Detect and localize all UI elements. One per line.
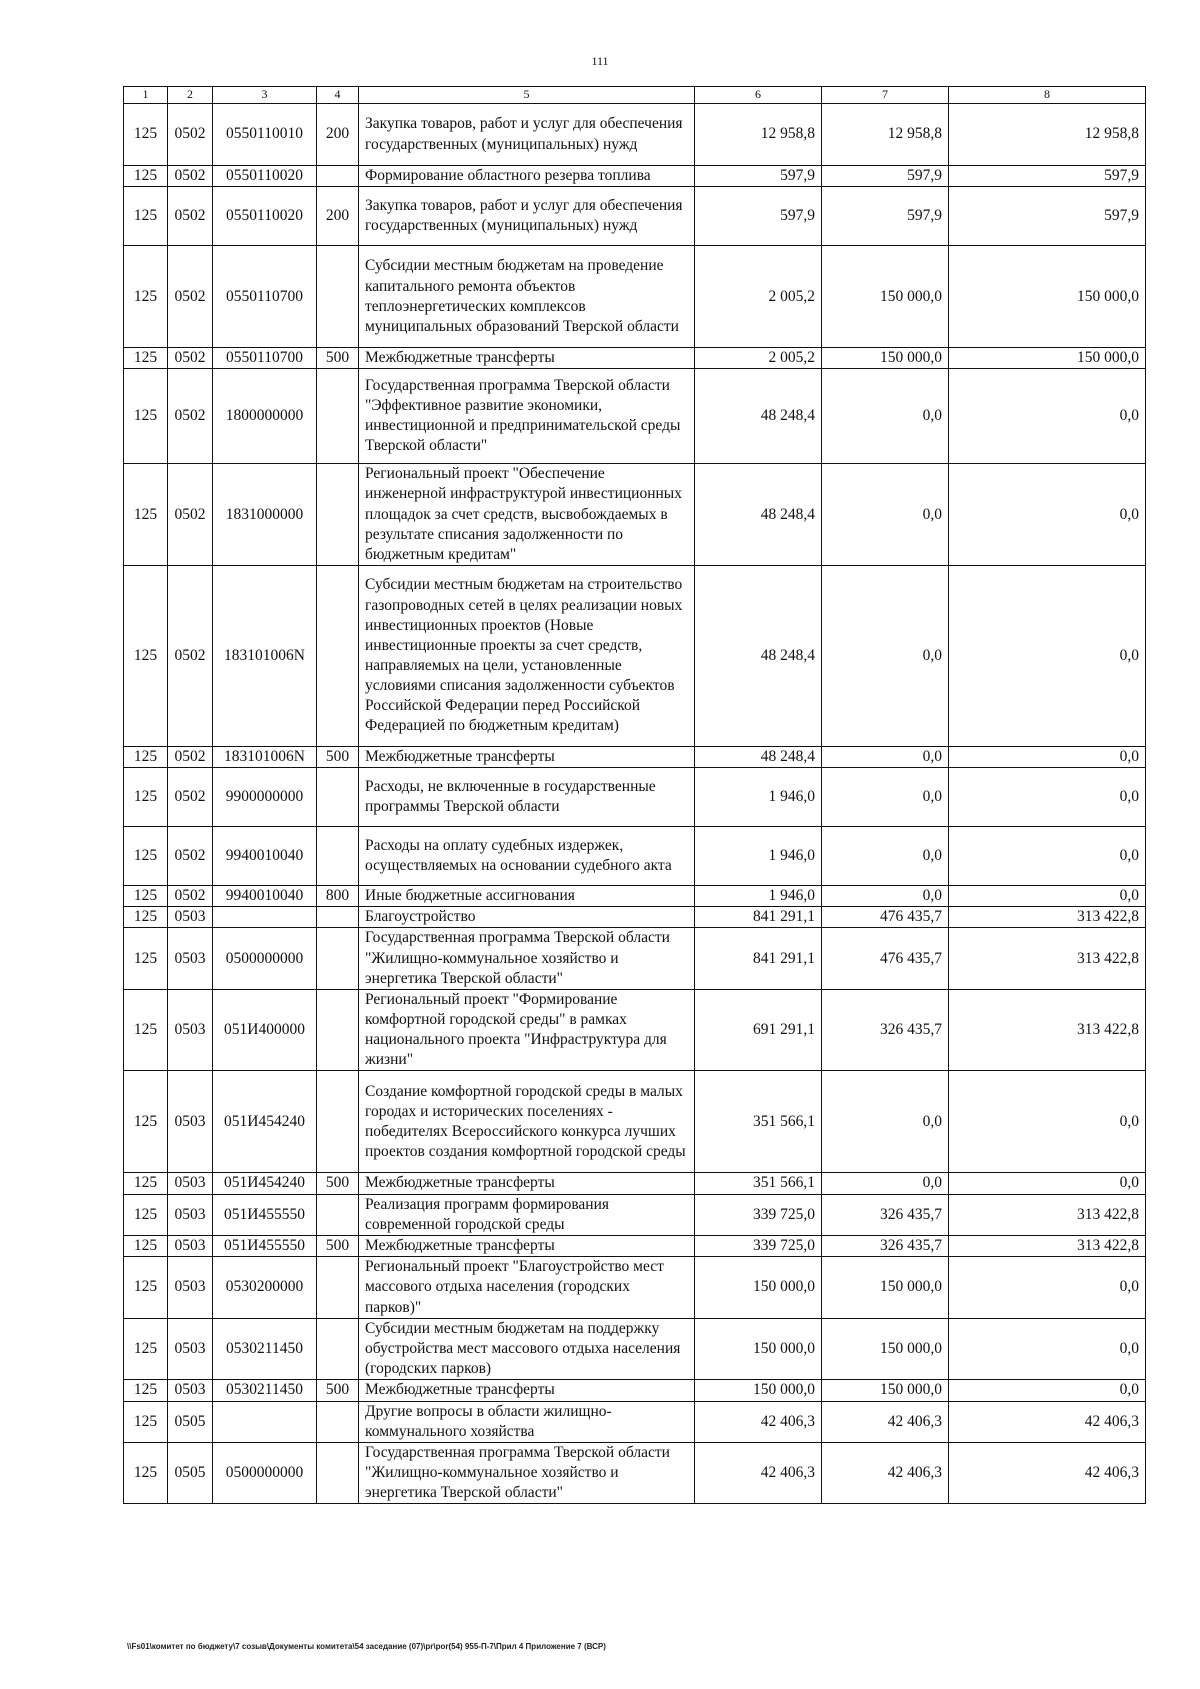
cell-target-code: 0530200000 bbox=[213, 1256, 317, 1318]
cell-admin-code: 125 bbox=[124, 989, 168, 1071]
cell-amount-col6: 42 406,3 bbox=[695, 1442, 822, 1503]
cell-amount-col8: 150 000,0 bbox=[949, 246, 1146, 348]
table-row bbox=[124, 246, 1146, 348]
cell-expense-type bbox=[317, 907, 359, 928]
cell-amount-col8: 150 000,0 bbox=[949, 348, 1146, 369]
cell-description: Другие вопросы в области жилищно-коммунального хозяйства bbox=[359, 1401, 695, 1442]
cell-admin-code: 125 bbox=[124, 104, 168, 166]
cell-amount-col6: 12 958,8 bbox=[695, 104, 822, 166]
cell-target-code: 0550110700 bbox=[213, 348, 317, 369]
cell-section-code: 0502 bbox=[168, 827, 213, 886]
cell-amount-col7: 150 000,0 bbox=[822, 1256, 949, 1318]
cell-section-code: 0502 bbox=[168, 166, 213, 187]
cell-admin-code: 125 bbox=[124, 768, 168, 827]
cell-target-code: 051И454240 bbox=[213, 1071, 317, 1173]
cell-admin-code: 125 bbox=[124, 166, 168, 187]
cell-description: Государственная программа Тверской области "Жилищно-коммунальное хозяйство и энергетика Тверской области" bbox=[359, 928, 695, 989]
column-header-2: 2 bbox=[168, 87, 213, 104]
cell-section-code: 0503 bbox=[168, 1380, 213, 1401]
cell-amount-col6: 150 000,0 bbox=[695, 1256, 822, 1318]
cell-amount-col7: 12 958,8 bbox=[822, 104, 949, 166]
cell-description: Государственная программа Тверской области "Жилищно-коммунальное хозяйство и энергетика Тверской области" bbox=[359, 1442, 695, 1503]
cell-amount-col7: 150 000,0 bbox=[822, 1318, 949, 1379]
cell-admin-code: 125 bbox=[124, 1194, 168, 1235]
table-row bbox=[124, 565, 1146, 746]
table-row bbox=[124, 1401, 1146, 1442]
cell-description: Реализация программ формирования современной городской среды bbox=[359, 1194, 695, 1235]
table-row bbox=[124, 187, 1146, 246]
cell-expense-type bbox=[317, 1318, 359, 1379]
table-row bbox=[124, 464, 1146, 566]
cell-amount-col7: 0,0 bbox=[822, 1173, 949, 1194]
cell-amount-col6: 2 005,2 bbox=[695, 348, 822, 369]
header-row bbox=[124, 87, 1146, 104]
cell-amount-col8: 313 422,8 bbox=[949, 989, 1146, 1071]
cell-description: Межбюджетные трансферты bbox=[359, 1235, 695, 1256]
cell-section-code: 0503 bbox=[168, 907, 213, 928]
cell-amount-col8: 0,0 bbox=[949, 746, 1146, 767]
cell-amount-col8: 42 406,3 bbox=[949, 1401, 1146, 1442]
cell-amount-col8: 0,0 bbox=[949, 1173, 1146, 1194]
cell-admin-code: 125 bbox=[124, 1173, 168, 1194]
cell-amount-col7: 597,9 bbox=[822, 166, 949, 187]
cell-section-code: 0505 bbox=[168, 1401, 213, 1442]
cell-expense-type: 200 bbox=[317, 187, 359, 246]
cell-description: Межбюджетные трансферты bbox=[359, 1380, 695, 1401]
cell-amount-col8: 313 422,8 bbox=[949, 1194, 1146, 1235]
column-header-5: 5 bbox=[359, 87, 695, 104]
cell-description: Расходы на оплату судебных издержек, осуществляемых на основании судебного акта bbox=[359, 827, 695, 886]
cell-amount-col8: 597,9 bbox=[949, 187, 1146, 246]
cell-section-code: 0503 bbox=[168, 1235, 213, 1256]
table-row bbox=[124, 166, 1146, 187]
cell-admin-code: 125 bbox=[124, 565, 168, 746]
cell-amount-col6: 2 005,2 bbox=[695, 246, 822, 348]
cell-target-code: 0530211450 bbox=[213, 1380, 317, 1401]
cell-amount-col8: 0,0 bbox=[949, 1071, 1146, 1173]
cell-description: Субсидии местным бюджетам на проведение капитального ремонта объектов теплоэнергетических комплексов муниципальных образований Тверской области bbox=[359, 246, 695, 348]
cell-target-code: 0500000000 bbox=[213, 1442, 317, 1503]
table-row bbox=[124, 1071, 1146, 1173]
cell-target-code: 183101006N bbox=[213, 746, 317, 767]
cell-amount-col8: 0,0 bbox=[949, 886, 1146, 907]
cell-amount-col6: 1 946,0 bbox=[695, 886, 822, 907]
cell-admin-code: 125 bbox=[124, 1256, 168, 1318]
cell-admin-code: 125 bbox=[124, 369, 168, 464]
cell-amount-col7: 0,0 bbox=[822, 1071, 949, 1173]
cell-amount-col6: 597,9 bbox=[695, 166, 822, 187]
cell-amount-col7: 0,0 bbox=[822, 827, 949, 886]
cell-target-code: 051И455550 bbox=[213, 1194, 317, 1235]
cell-amount-col6: 339 725,0 bbox=[695, 1235, 822, 1256]
cell-admin-code: 125 bbox=[124, 1442, 168, 1503]
cell-admin-code: 125 bbox=[124, 886, 168, 907]
cell-description: Межбюджетные трансферты bbox=[359, 1173, 695, 1194]
table-row bbox=[124, 827, 1146, 886]
cell-section-code: 0503 bbox=[168, 928, 213, 989]
cell-target-code: 051И400000 bbox=[213, 989, 317, 1071]
cell-amount-col7: 476 435,7 bbox=[822, 928, 949, 989]
cell-amount-col8: 313 422,8 bbox=[949, 907, 1146, 928]
cell-amount-col6: 339 725,0 bbox=[695, 1194, 822, 1235]
cell-admin-code: 125 bbox=[124, 1235, 168, 1256]
cell-amount-col7: 150 000,0 bbox=[822, 1380, 949, 1401]
table-row bbox=[124, 1318, 1146, 1379]
cell-amount-col6: 691 291,1 bbox=[695, 989, 822, 1071]
cell-amount-col8: 597,9 bbox=[949, 166, 1146, 187]
column-header-8: 8 bbox=[949, 87, 1146, 104]
cell-amount-col6: 150 000,0 bbox=[695, 1318, 822, 1379]
table-row bbox=[124, 104, 1146, 166]
column-header-7: 7 bbox=[822, 87, 949, 104]
cell-section-code: 0503 bbox=[168, 1194, 213, 1235]
cell-section-code: 0502 bbox=[168, 746, 213, 767]
cell-amount-col8: 0,0 bbox=[949, 768, 1146, 827]
cell-description: Закупка товаров, работ и услуг для обеспечения государственных (муниципальных) нужд bbox=[359, 104, 695, 166]
column-header-1: 1 bbox=[124, 87, 168, 104]
cell-amount-col8: 12 958,8 bbox=[949, 104, 1146, 166]
cell-amount-col8: 0,0 bbox=[949, 369, 1146, 464]
cell-description: Субсидии местным бюджетам на строительство газопроводных сетей в целях реализации новых инвестиционных проектов (Новые инвестиционные проекты за счет средств, направляемых на цели, установленные условиями списания задолженности субъектов Российской Федерации перед Российской Федерацией по бюджетным кредитам) bbox=[359, 565, 695, 746]
cell-section-code: 0502 bbox=[168, 768, 213, 827]
cell-target-code: 0550110020 bbox=[213, 166, 317, 187]
cell-amount-col7: 0,0 bbox=[822, 369, 949, 464]
cell-target-code: 0500000000 bbox=[213, 928, 317, 989]
cell-target-code: 9940010040 bbox=[213, 886, 317, 907]
cell-amount-col8: 313 422,8 bbox=[949, 928, 1146, 989]
table-row bbox=[124, 1235, 1146, 1256]
table-row bbox=[124, 886, 1146, 907]
cell-amount-col7: 0,0 bbox=[822, 565, 949, 746]
cell-amount-col6: 841 291,1 bbox=[695, 928, 822, 989]
cell-expense-type bbox=[317, 369, 359, 464]
table-row bbox=[124, 928, 1146, 989]
cell-expense-type: 500 bbox=[317, 1173, 359, 1194]
table-row bbox=[124, 768, 1146, 827]
cell-admin-code: 125 bbox=[124, 348, 168, 369]
cell-target-code: 051И455550 bbox=[213, 1235, 317, 1256]
cell-amount-col6: 351 566,1 bbox=[695, 1071, 822, 1173]
cell-expense-type: 500 bbox=[317, 1235, 359, 1256]
cell-description: Региональный проект "Формирование комфортной городской среды" в рамках национального проекта "Инфраструктура для жизни" bbox=[359, 989, 695, 1071]
cell-description: Государственная программа Тверской области "Эффективное развитие экономики, инвестиционной и предпринимательской среды Тверской области" bbox=[359, 369, 695, 464]
cell-expense-type bbox=[317, 1256, 359, 1318]
cell-expense-type: 500 bbox=[317, 348, 359, 369]
cell-description: Субсидии местным бюджетам на поддержку обустройства мест массового отдыха населения (городских парков) bbox=[359, 1318, 695, 1379]
cell-amount-col6: 597,9 bbox=[695, 187, 822, 246]
cell-target-code bbox=[213, 1401, 317, 1442]
cell-expense-type: 500 bbox=[317, 1380, 359, 1401]
cell-expense-type bbox=[317, 1194, 359, 1235]
table-row bbox=[124, 907, 1146, 928]
cell-amount-col6: 48 248,4 bbox=[695, 565, 822, 746]
cell-amount-col7: 326 435,7 bbox=[822, 989, 949, 1071]
cell-section-code: 0502 bbox=[168, 565, 213, 746]
column-header-6: 6 bbox=[695, 87, 822, 104]
column-header-3: 3 bbox=[213, 87, 317, 104]
column-header-4: 4 bbox=[317, 87, 359, 104]
cell-admin-code: 125 bbox=[124, 1318, 168, 1379]
cell-amount-col6: 42 406,3 bbox=[695, 1401, 822, 1442]
cell-expense-type bbox=[317, 166, 359, 187]
table-row bbox=[124, 1173, 1146, 1194]
cell-target-code: 0550110020 bbox=[213, 187, 317, 246]
cell-amount-col7: 0,0 bbox=[822, 886, 949, 907]
cell-amount-col7: 0,0 bbox=[822, 464, 949, 566]
cell-amount-col6: 48 248,4 bbox=[695, 369, 822, 464]
table-row bbox=[124, 348, 1146, 369]
cell-expense-type: 200 bbox=[317, 104, 359, 166]
cell-target-code: 183101006N bbox=[213, 565, 317, 746]
cell-admin-code: 125 bbox=[124, 246, 168, 348]
cell-amount-col7: 150 000,0 bbox=[822, 348, 949, 369]
cell-section-code: 0502 bbox=[168, 246, 213, 348]
cell-section-code: 0502 bbox=[168, 187, 213, 246]
cell-amount-col6: 1 946,0 bbox=[695, 827, 822, 886]
cell-admin-code: 125 bbox=[124, 1380, 168, 1401]
cell-expense-type bbox=[317, 246, 359, 348]
cell-admin-code: 125 bbox=[124, 187, 168, 246]
cell-description: Межбюджетные трансферты bbox=[359, 746, 695, 767]
table-row bbox=[124, 1256, 1146, 1318]
cell-amount-col8: 0,0 bbox=[949, 1318, 1146, 1379]
cell-amount-col8: 0,0 bbox=[949, 1256, 1146, 1318]
cell-amount-col8: 0,0 bbox=[949, 464, 1146, 566]
cell-amount-col7: 0,0 bbox=[822, 768, 949, 827]
cell-description: Формирование областного резерва топлива bbox=[359, 166, 695, 187]
cell-admin-code: 125 bbox=[124, 907, 168, 928]
cell-description: Региональный проект "Благоустройство мест массового отдыха населения (городских парков)" bbox=[359, 1256, 695, 1318]
cell-amount-col7: 42 406,3 bbox=[822, 1401, 949, 1442]
cell-target-code: 0550110010 bbox=[213, 104, 317, 166]
table-row bbox=[124, 1194, 1146, 1235]
cell-description: Закупка товаров, работ и услуг для обеспечения государственных (муниципальных) нужд bbox=[359, 187, 695, 246]
cell-expense-type bbox=[317, 827, 359, 886]
cell-amount-col7: 476 435,7 bbox=[822, 907, 949, 928]
cell-amount-col7: 326 435,7 bbox=[822, 1235, 949, 1256]
cell-section-code: 0502 bbox=[168, 104, 213, 166]
table-body bbox=[124, 104, 1146, 1504]
cell-section-code: 0503 bbox=[168, 989, 213, 1071]
cell-section-code: 0503 bbox=[168, 1071, 213, 1173]
table-row bbox=[124, 746, 1146, 767]
cell-target-code: 0550110700 bbox=[213, 246, 317, 348]
cell-section-code: 0503 bbox=[168, 1173, 213, 1194]
cell-amount-col7: 150 000,0 bbox=[822, 246, 949, 348]
cell-amount-col6: 48 248,4 bbox=[695, 464, 822, 566]
cell-section-code: 0503 bbox=[168, 1256, 213, 1318]
cell-description: Расходы, не включенные в государственные программы Тверской области bbox=[359, 768, 695, 827]
cell-expense-type: 800 bbox=[317, 886, 359, 907]
footer-file-path: \\Fs01\комитет по бюджету\7 созыв\Документы комитета\54 заседание (07)\pr\por(54) 955-П-7\Прил 4 Приложение 7 (ВСР) bbox=[127, 1642, 606, 1651]
table-row bbox=[124, 989, 1146, 1071]
cell-amount-col8: 0,0 bbox=[949, 827, 1146, 886]
cell-admin-code: 125 bbox=[124, 1071, 168, 1173]
cell-amount-col8: 0,0 bbox=[949, 565, 1146, 746]
cell-amount-col6: 841 291,1 bbox=[695, 907, 822, 928]
cell-description: Благоустройство bbox=[359, 907, 695, 928]
cell-description: Иные бюджетные ассигнования bbox=[359, 886, 695, 907]
cell-target-code: 1800000000 bbox=[213, 369, 317, 464]
cell-expense-type bbox=[317, 768, 359, 827]
cell-admin-code: 125 bbox=[124, 928, 168, 989]
cell-section-code: 0502 bbox=[168, 369, 213, 464]
cell-expense-type bbox=[317, 928, 359, 989]
cell-amount-col6: 351 566,1 bbox=[695, 1173, 822, 1194]
cell-amount-col7: 326 435,7 bbox=[822, 1194, 949, 1235]
cell-amount-col8: 313 422,8 bbox=[949, 1235, 1146, 1256]
cell-section-code: 0505 bbox=[168, 1442, 213, 1503]
cell-expense-type bbox=[317, 1442, 359, 1503]
cell-amount-col7: 597,9 bbox=[822, 187, 949, 246]
cell-admin-code: 125 bbox=[124, 827, 168, 886]
cell-admin-code: 125 bbox=[124, 1401, 168, 1442]
table-row bbox=[124, 1442, 1146, 1503]
cell-amount-col8: 0,0 bbox=[949, 1380, 1146, 1401]
cell-section-code: 0503 bbox=[168, 1318, 213, 1379]
cell-target-code bbox=[213, 907, 317, 928]
cell-expense-type bbox=[317, 1071, 359, 1173]
cell-target-code: 9900000000 bbox=[213, 768, 317, 827]
cell-amount-col6: 48 248,4 bbox=[695, 746, 822, 767]
table-row bbox=[124, 369, 1146, 464]
page-number: 111 bbox=[591, 54, 609, 68]
cell-target-code: 051И454240 bbox=[213, 1173, 317, 1194]
cell-admin-code: 125 bbox=[124, 464, 168, 566]
cell-target-code: 9940010040 bbox=[213, 827, 317, 886]
cell-target-code: 1831000000 bbox=[213, 464, 317, 566]
cell-section-code: 0502 bbox=[168, 886, 213, 907]
cell-description: Межбюджетные трансферты bbox=[359, 348, 695, 369]
cell-amount-col7: 42 406,3 bbox=[822, 1442, 949, 1503]
cell-expense-type: 500 bbox=[317, 746, 359, 767]
cell-expense-type bbox=[317, 565, 359, 746]
cell-amount-col6: 150 000,0 bbox=[695, 1380, 822, 1401]
cell-expense-type bbox=[317, 464, 359, 566]
cell-amount-col7: 0,0 bbox=[822, 746, 949, 767]
cell-amount-col6: 1 946,0 bbox=[695, 768, 822, 827]
cell-description: Региональный проект "Обеспечение инженерной инфраструктурой инвестиционных площадок за счет средств, высвобождаемых в результате списания задолженности по бюджетным кредитам" bbox=[359, 464, 695, 566]
cell-section-code: 0502 bbox=[168, 464, 213, 566]
table-row bbox=[124, 1380, 1146, 1401]
budget-table bbox=[123, 86, 1146, 1504]
cell-admin-code: 125 bbox=[124, 746, 168, 767]
cell-section-code: 0502 bbox=[168, 348, 213, 369]
cell-target-code: 0530211450 bbox=[213, 1318, 317, 1379]
cell-amount-col8: 42 406,3 bbox=[949, 1442, 1146, 1503]
cell-expense-type bbox=[317, 1401, 359, 1442]
cell-expense-type bbox=[317, 989, 359, 1071]
cell-description: Создание комфортной городской среды в малых городах и исторических поселениях - победителях Всероссийского конкурса лучших проектов создания комфортной городской среды bbox=[359, 1071, 695, 1173]
